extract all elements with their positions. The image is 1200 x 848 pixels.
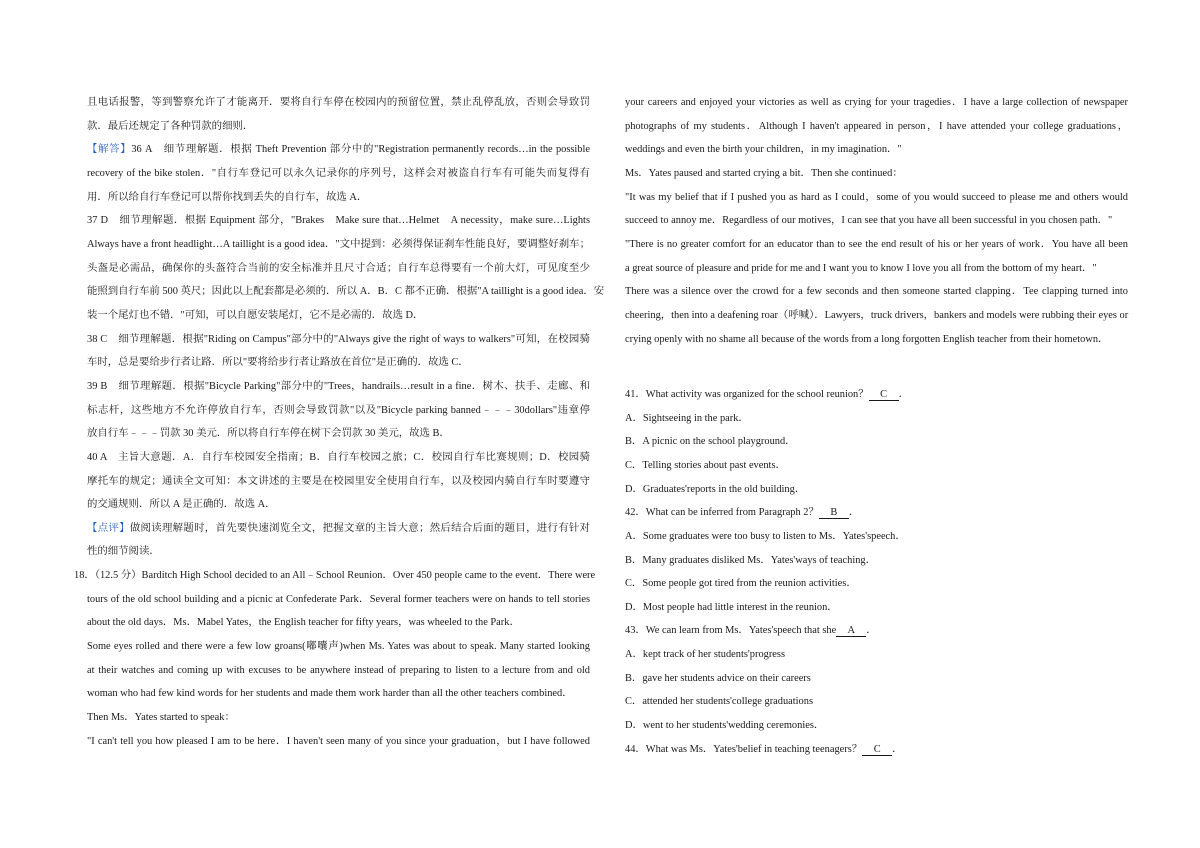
- answer-text: 36 A 细节理解题．根据 Theft Prevention 部分中的"Registration permanently records…in the possible: [131, 144, 590, 156]
- question-43-stem: [625, 619, 1128, 643]
- answer-line: 38 C 细节理解题．根据"Riding on Campus"部分中的"Always give the right of ways to walkers"可知，在校园骑: [87, 333, 590, 345]
- comment-text: 做阅读理解题时，首先要快速浏览全文，把握文章的主旨大意；然后结合后面的题目，进行有针对: [129, 522, 591, 534]
- analysis-line: 款．最后还规定了各种罚款的细则．: [87, 120, 254, 132]
- passage-line: [74, 564, 596, 588]
- passage-line: your careers and enjoyed your victories as well as crying for your tragedies．I have a large collection of newspaper: [625, 97, 1128, 108]
- question-stem: 41．What activity was organized for the school reunion？: [625, 388, 869, 400]
- stem-tail: ．: [892, 743, 903, 755]
- right-column: [625, 91, 1128, 761]
- passage-line: "I can't tell you how pleased I am to be here．I haven't seen many of you since your graduation，but I have followed: [87, 735, 590, 747]
- passage-line: tours of the old school building and a picnic at Confederate Park．Several former teachers were on hands to tell stories: [87, 593, 590, 605]
- answer-line: 头盔是必需品，确保你的头盔符合当前的安全标准并且尺寸合适；自行车总得要有一个前大灯，可见度至少: [87, 262, 590, 274]
- answer-blank: B: [819, 507, 849, 519]
- passage-line: a great source of pleasure and pride for me and I want you to know I love you all from the bottom of my heart．": [625, 262, 1097, 274]
- option-b: B．A picnic on the school playground．: [625, 436, 796, 448]
- answer-line: Always have a front headlight…A taillight is a good idea．"文中提到：必须得保证刹车性能良好，要调整好刹车；: [87, 238, 590, 250]
- question-41-stem: [625, 383, 1128, 407]
- answer-line: 摩托车的规定；通读全文可知：本文讲述的主要是在校园里安全使用自行车，以及校园内骑自行车时要遵守: [87, 475, 590, 487]
- passage-line: "There is no greater comfort for an educator than to see the end result of his or her years of work．You have all been: [625, 238, 1128, 250]
- answer-blank: C: [862, 744, 892, 756]
- passage-line: photographs of my students．Although I haven't appeared in person，I have attended your college graduations，: [625, 120, 1128, 132]
- passage-line: "It was my belief that if I pushed you as hard as I could，some of you would succeed to please me and others would: [625, 191, 1128, 203]
- answer-line: [87, 138, 590, 162]
- passage-line: succeed to annoy me．Regardless of our motives，I can see that you have all been successful in you chosen path．": [625, 215, 1113, 227]
- stem-tail: ．: [848, 507, 860, 519]
- passage-line: There was a silence over the crowd for a few seconds and then someone started clapping．Tee clapping turned into: [625, 286, 1128, 298]
- option-d: D．Most people had little interest in the reunion．: [625, 601, 838, 613]
- section-spacer: [625, 351, 1128, 383]
- answer-line: 车时，总是要给步行者让路．所以"要将给步行者让路放在首位"是正确的．故选 C．: [87, 357, 469, 369]
- answer-line: recovery of the bike stolen．"自行车登记可以永久记录你的序列号，这样会对被盗自行车有可能失而复得有: [87, 167, 590, 179]
- option-b: B．Many graduates disliked Ms．Yates'ways of teaching．: [625, 554, 877, 566]
- answer-blank: C: [869, 389, 899, 401]
- stem-tail: ．: [866, 625, 877, 637]
- answer-line: 标志杆，这些地方不允许停放自行车，否则会导致罚款"以及"Bicycle parking banned﹣﹣﹣30dollars"违章停: [87, 404, 590, 416]
- passage-line: crying openly with no shame all because of the words from a long forgotten English teacher from their hometown．: [625, 333, 1109, 345]
- answer-line: 用．所以给自行车登记可以帮你找到丢失的自行车，故选 A．: [87, 191, 368, 203]
- question-number: 18．: [74, 570, 95, 582]
- option-d: D．went to her students'wedding ceremonies．: [625, 720, 825, 732]
- question-stem: 44．What was Ms．Yates'belief in teaching teenagers？: [625, 743, 863, 755]
- answer-blank: A: [836, 625, 866, 637]
- question-stem: 43．We can learn from Ms．Yates'speech that she: [625, 625, 837, 637]
- question-44-stem: [625, 738, 1128, 762]
- comment-line: 性的细节阅读．: [87, 546, 160, 558]
- option-a: A．Sightseeing in the park．: [625, 412, 749, 424]
- answer-line: 40 A 主旨大意题．A．自行车校园安全指南；B．自行车校园之旅；C．校园自行车比赛规则；D．校园骑: [87, 451, 590, 463]
- passage-line: Then Ms．Yates started to speak：: [87, 712, 235, 724]
- passage-line: cheering，then into a deafening roar（呼喊）．Lawyers，truck drivers，bankers and models were rubbing their eyes or: [625, 309, 1129, 321]
- comment-label: 【点评】: [87, 522, 130, 534]
- answer-line: 39 B 细节理解题．根据"Bicycle Parking"部分中的"Trees，handrails…result in a fine．树木、扶手、走廊、和: [87, 380, 590, 392]
- question-42-stem: [625, 501, 1128, 525]
- answer-line: 能照到自行车前 500 英尺；因此以上配套都是必须的．所以 A．B．C 都不正确．根据"A taillight is a good idea．安: [87, 286, 605, 298]
- answer-line: 装一个尾灯也不错．"可知，可以自愿安装尾灯，它不是必需的．故选 D．: [87, 309, 424, 321]
- option-c: C．Some people got tired from the reunion activities．: [625, 578, 857, 590]
- option-a: A．kept track of her students'progress: [625, 649, 785, 661]
- left-column: [74, 91, 605, 753]
- passage-line: woman who had few kind words for her students and made them work harder than all the other teachers combined．: [87, 688, 573, 700]
- option-b: B．gave her students advice on their careers: [625, 672, 811, 684]
- passage-line: Ms．Yates paused and started crying a bit．Then she continued：: [625, 167, 903, 179]
- option-a: A．Some graduates were too busy to listen to Ms．Yates'speech．: [625, 530, 906, 542]
- passage-line: at their watches and coming up with excuses to be anywhere instead of preparing to listen to a lecture from and old: [87, 664, 590, 676]
- answer-line: 放自行车﹣﹣﹣罚款 30 美元．所以将自行车停在树下会罚款 30 美元，故选 B．: [87, 428, 450, 440]
- comment-line: [87, 517, 590, 541]
- passage-line: Some eyes rolled and there were a few low groans(嘟囔声)when Ms. Yates was about to speak. Many started looking: [87, 641, 590, 653]
- question-stem: 42．What can be inferred from Paragraph 2？: [625, 507, 819, 519]
- answer-line: 37 D 细节理解题．根据 Equipment 部分，"Brakes Make sure that…Helmet A necessity，make sure…Lights: [87, 215, 590, 227]
- option-c: C．attended her students'college graduations: [625, 696, 813, 708]
- stem-tail: ．: [898, 388, 910, 400]
- option-c: C．Telling stories about past events．: [625, 459, 786, 471]
- analysis-line: 且电话报警，等到警察允许了才能离开．要将自行车停在校园内的预留位置，禁止乱停乱放，否则会导致罚: [87, 97, 590, 108]
- answer-line: 的交通规则．所以 A 是正确的．故选 A．: [87, 499, 276, 511]
- option-d: D．Graduates'reports in the old building．: [625, 483, 806, 495]
- passage-text: （12.5 分）Barditch High School decided to an All﹣School Reunion．Over 450 people came to the event．There were: [94, 570, 596, 582]
- answer-label: 【解答】: [87, 144, 132, 156]
- passage-line: weddings and even the birth your children，in my imagination．": [625, 144, 902, 156]
- passage-line: about the old days．Ms．Mabel Yates，the English teacher for fifty years，was wheeled to the Park．: [87, 617, 520, 629]
